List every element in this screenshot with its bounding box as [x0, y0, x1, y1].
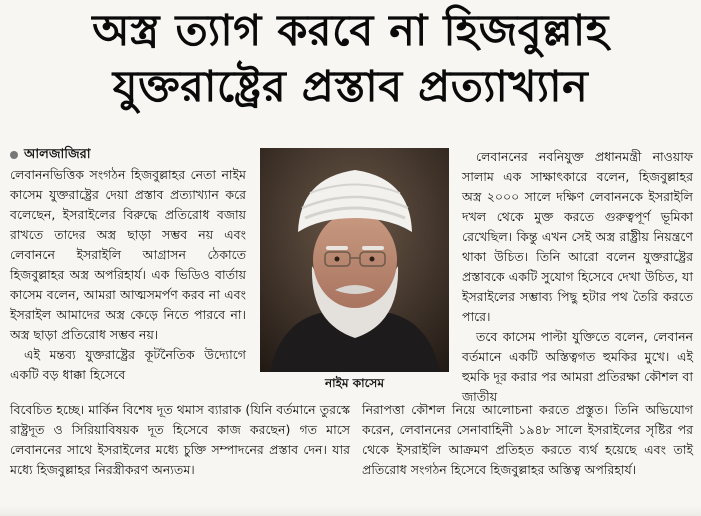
right-paragraph-2: তবে কাসেম পাল্টা যুক্তিতে বলেন, লেবানন বর্তমানে একটি অস্তিত্বগত হুমকির মুখে। এই হুমকি দূর করার পর আমরা প্রতিরক্ষা কৌশল বা জাতীয় — [462, 329, 693, 404]
bottom-right-paragraph: নিরাপত্তা কৌশল নিয়ে আলোচনা করতে প্রস্তুত। তিনি অভিযোগ করেন, লেবাননের সেনাবাহিনী ১৯৪৮ সালে ইসরাইলের সৃষ্টির পর থেকে ইসরাইলি আক্রমণ প্রতিহত করতে ব্যর্থ হয়েছে এবং তাই প্রতিরোধ সংগঠন হিসেবে হিজবুল্লাহর অস্তিত্ব অপরিহার্য। — [362, 402, 693, 477]
photo-caption: নাইম কাসেম — [324, 376, 384, 390]
portrait-photo-icon — [260, 148, 449, 372]
page-edge — [0, 506, 701, 516]
portrait-photo — [260, 148, 449, 372]
headline-line-2: যুক্তরাষ্ট্রের প্রস্তাব প্রত্যাখ্যান — [112, 62, 589, 112]
right-column — [462, 147, 693, 407]
bottom-section — [10, 400, 693, 480]
bullet-icon — [10, 151, 18, 159]
source-name: আলজাজিরা — [24, 147, 91, 162]
headline-line-1: অস্ত্র ত্যাগ করবে না হিজবুল্লাহ — [92, 6, 609, 56]
left-column — [10, 145, 246, 385]
bottom-left-paragraph: বিবেচিত হচ্ছে। মার্কিন বিশেষ দূত থমাস ব্যারাক (যিনি বর্তমানে তুরস্কে রাষ্ট্রদূত ও সিরিয়াবিষয়ক দূত হিসেবে কাজ করছেন) গত মাসে লেবাননের সাথে ইসরাইলের মধ্যে চুক্তি সম্পাদনের প্রস্তাব দেন। যার মধ্যে হিজবুল্লাহর নিরস্ত্রীকরণ অন্যতম। — [10, 402, 350, 477]
right-paragraph-1: লেবাননের নবনিযুক্ত প্রধানমন্ত্রী নাওয়াফ সালাম এক সাক্ষাৎকারে বলেন, হিজবুল্লাহর অস্ত্র ২০০০ সালে দক্ষিণ লেবাননকে ইসরাইলি দখল থেকে মুক্ত করতে গুরুত্বপূর্ণ ভূমিকা রেখেছিল। কিন্তু এখন সেই অস্ত্র রাষ্ট্রীয় নিয়ন্ত্রণে থাকা উচিত। তিনি আরো বলেন যুক্তরাষ্ট্রের প্রস্তাবকে একটি সুযোগ হিসেবে দেখা উচিত, যা ইসরাইলের সম্ভাব্য পিছু হটার পথ তৈরি করতে পারে। — [462, 149, 693, 324]
left-paragraph-1: লেবাননভিত্তিক সংগঠন হিজবুল্লাহর নেতা নাইম কাসেম যুক্তরাষ্ট্রের দেয়া প্রস্তাব প্রত্যাখ্যান করে বলেছেন, ইসরাইলের বিরুদ্ধে প্রতিরোধ বজায় রাখতে তাদের অস্ত্র ছাড়া সম্ভব নয় এবং লেবাননে ইসরাইলি আগ্রাসন ঠেকাতে হিজবুল্লাহর অস্ত্র অপরিহার্য। এক ভিডিও বার্তায় কাসেম বলেন, আমরা আত্মসমর্পণ করব না এবং ইসরাইল আমাদের অস্ত্র কেড়ে নিতে পারবে না। অস্ত্র ছাড়া প্রতিরোধ সম্ভব নয়। — [10, 167, 246, 342]
source-credit — [10, 145, 246, 165]
left-paragraph-2: এই মন্তব্য যুক্তরাষ্ট্রের কূটনৈতিক উদ্যোগে একটি বড় ধাক্কা হিসেবে — [10, 347, 246, 382]
